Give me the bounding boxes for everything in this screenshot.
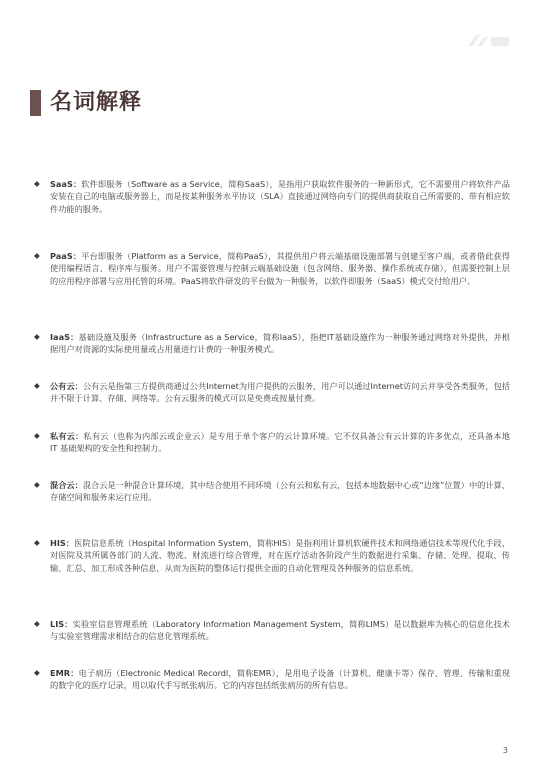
diamond-bullet-icon: ◆ (34, 381, 40, 390)
term-definition: 混合云是一种混合计算环境，其中结合使用不同环境（公有云和私有云，包括本地数据中心或“边缘”位置）中的计算、存储空间和服务来运行应用。 (50, 480, 510, 503)
term-definition: 基础设施及服务（Infrastructure as a Service，简称IaaS），指把IT基础设施作为一种服务通过网络对外提供，并根据用户对资源的实际使用量或占用量进行计费的一种服务模式。 (50, 332, 510, 355)
term-label: 公有云： (50, 381, 83, 391)
title-accent-bar (30, 90, 41, 116)
term-definition: 私有云（也称为内部云或企业云）是专用于单个客户的云计算环境。它不仅具备公有云计算的许多优点，还具备本地 IT 基础架构的安全性和控制力。 (50, 431, 510, 454)
term-label: SaaS： (50, 179, 82, 189)
term-definition: 实验室信息管理系统（Laboratory Information Management System，简称LIMS）是以数据库为核心的信息化技术与实验室管理需求相结合的信息化管理系统。 (50, 619, 510, 642)
term-private-cloud (34, 430, 510, 455)
term-definition: 平台即服务（Platform as a Service，简称PaaS），其提供用户将云端基础设施部署与创建至客户端，或者借此获得使用编程语言、程序库与服务。用户不需要管理与控制云端基础设施（包含网络、服务器、操作系统或存储），但需要控制上层的应用程序部署与应用托管的环境。PaaS将软件研发的平台做为一种服务，以软件即服务（SaaS）模式交付给用户。 (50, 251, 510, 286)
term-definition: 医院信息系统（Hospital Information System，简称HIS）是指利用计算机软硬件技术和网络通信技术等现代化手段，对医院及其所属各部门的人流、物流、财流进行综合管理，对在医疗活动各阶段产生的数据进行采集、存储、处理、提取、传输、汇总、加工形成各种信息，从而为医院的整体运行提供全面的自动化管理及各种服务的信息系统。 (50, 538, 511, 573)
term-iaas (34, 331, 510, 356)
term-emr (34, 667, 510, 692)
term-his (34, 537, 510, 574)
diamond-bullet-icon: ◆ (34, 179, 40, 188)
term-label: HIS： (50, 538, 75, 548)
page-title: 名词解释 (50, 90, 143, 115)
diamond-bullet-icon: ◆ (34, 538, 40, 547)
diamond-bullet-icon: ◆ (34, 480, 40, 489)
diamond-bullet-icon: ◆ (34, 619, 40, 628)
page-number: 3 (502, 746, 508, 755)
term-definition: 电子病历（Electronic Medical Recordl，简称EMR），是用电子设备（计算机、健康卡等）保存、管理、传输和重现的数字化的医疗记录，用以取代手写纸张病历。它的内容包括纸张病历的所有信息。 (50, 668, 510, 691)
diamond-bullet-icon: ◆ (34, 251, 40, 260)
diamond-bullet-icon: ◆ (34, 431, 40, 440)
term-definition: 软件即服务（Software as a Service，简称SaaS），是指用户获取软件服务的一种新形式，它不需要用户将软件产品安装在自己的电脑或服务器上，而是按某种服务水平协议（SLA）直接通过网络向专门的提供商获取自己所需要的、带有相应软件功能的服务。 (50, 179, 510, 214)
diamond-bullet-icon: ◆ (34, 332, 40, 341)
term-label: EMR： (50, 668, 79, 678)
term-label: 私有云： (50, 431, 84, 441)
brand-logo-icon (464, 32, 512, 50)
diamond-bullet-icon: ◆ (34, 668, 40, 677)
term-label: IaaS： (50, 332, 79, 342)
term-label: LIS： (50, 619, 73, 629)
term-saas (34, 178, 510, 215)
term-public-cloud (34, 380, 510, 405)
term-label: 混合云： (50, 480, 83, 490)
term-lis (34, 618, 510, 643)
term-hybrid-cloud (34, 479, 510, 504)
term-paas (34, 250, 510, 287)
term-label: PaaS： (50, 251, 82, 261)
term-definition: 公有云是指第三方提供商通过公共Internet为用户提供的云服务，用户可以通过Internet访问云并享受各类服务，包括并不限于计算、存储、网络等。公有云服务的模式可以是免费或按量付费。 (50, 381, 510, 404)
